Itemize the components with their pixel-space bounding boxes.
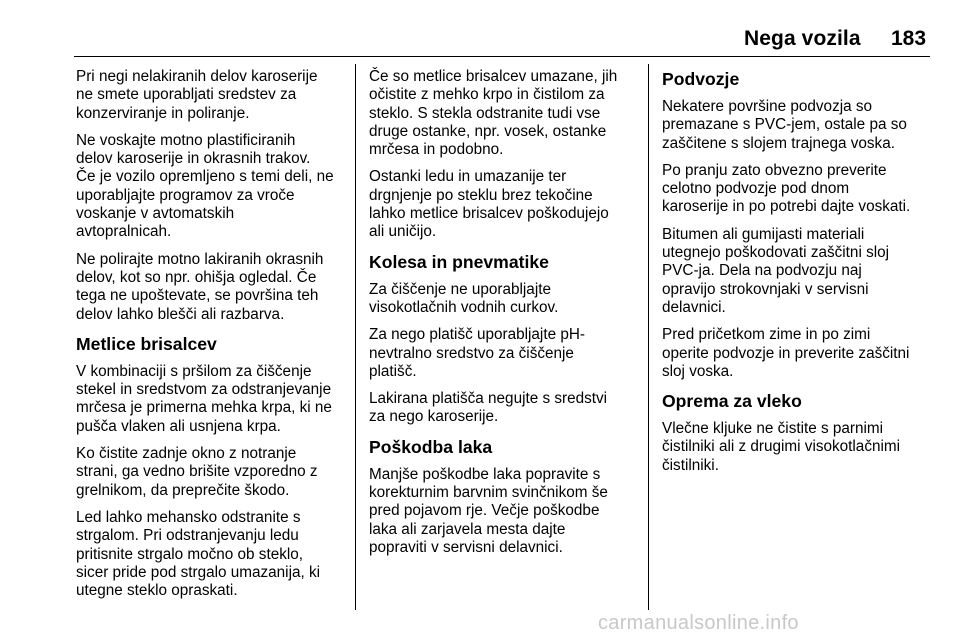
text-line: Pri negi nelakiranih delov karoserije: [76, 68, 318, 85]
section-heading: Podvozje: [662, 69, 740, 89]
text-line: platišč.: [369, 362, 417, 380]
watermark-text: carmanualsonline.info: [598, 612, 799, 634]
page-number: 183: [891, 27, 927, 50]
text-line: utegne steklo opraskati.: [76, 582, 238, 600]
text-line: visokotlačnih vodnih curkov.: [369, 298, 559, 316]
text-line: karoserije in po potrebi dajte voskati.: [662, 198, 911, 216]
text-line: utegnejo poškodovati zaščitni sloj: [662, 244, 890, 262]
text-line: Za nego platišč uporabljajte pH-: [369, 326, 585, 344]
text-line: delavnici.: [662, 298, 726, 316]
paragraph: [76, 132, 348, 242]
text-line: tega ne upoštevate, se površina teh: [76, 287, 319, 305]
text-line: strani, ga vedno brišite vzporedno z: [76, 463, 318, 481]
text-line: očistite z mehko krpo in čistilom za: [369, 86, 605, 104]
section-heading: Oprema za vleko: [662, 391, 802, 412]
text-line: drgnjenje po steklu brez tekočine: [369, 186, 593, 204]
text-line: celotno podvozje pod dnom: [662, 180, 850, 198]
paragraph: [369, 326, 635, 381]
text-line: opravijo strokovnjaki v servisni: [662, 280, 869, 298]
paragraph: [662, 326, 934, 381]
text-line: delov, kot so npr. ohišja ogledal. Če: [76, 268, 317, 286]
text-line: PVC-ja. Dela na podvozju naj: [662, 262, 862, 280]
text-line: Manjše poškodbe laka popravite s: [369, 465, 601, 483]
paragraph: [369, 390, 635, 427]
paragraph: [662, 420, 934, 475]
text-line: ne smete uporabljati sredstev za: [76, 86, 297, 104]
text-line: zaščitene s slojem trajnega voska.: [662, 134, 895, 152]
text-line: grelnikom, da preprečite škodo.: [76, 481, 290, 499]
text-line: Ne voskajte motno plastificiranih: [76, 131, 296, 149]
paragraph: [662, 98, 934, 153]
section-heading: Kolesa in pnevmatike: [369, 251, 549, 272]
text-line: premazane s PVC-jem, ostale pa so: [662, 116, 907, 134]
text-line: Vlečne kljuke ne čistite s parnimi: [662, 420, 884, 438]
text-line: popraviti v servisni delavnici.: [369, 538, 563, 556]
text-line: za nego karoserije.: [369, 408, 499, 426]
text-line: Lakirana platišča negujte s sredstvi: [369, 390, 608, 408]
text-line: pušča vlaken ali usnjena krpa.: [76, 417, 281, 435]
text-line: pritisnite strgalo močno ob steklo,: [76, 545, 304, 563]
text-line: konzerviranje in poliranje.: [76, 104, 250, 122]
page-header-section-title: Nega vozila: [744, 27, 861, 50]
paragraph: [76, 445, 348, 500]
text-line: mrčesa in podobno.: [369, 141, 504, 159]
text-line: voskanje v avtomatskih: [76, 205, 235, 223]
paragraph: [369, 168, 635, 241]
text-line: Nekatere površine podvozja so: [662, 98, 873, 115]
paragraph: [76, 251, 348, 324]
text-line: laka ali zarjavela mesta dajte: [369, 520, 566, 538]
text-line: Led lahko mehansko odstranite s: [76, 508, 301, 526]
paragraph: [76, 363, 348, 436]
text-line: mrčesa je primerna mehka krpa, ki ne: [76, 399, 332, 417]
text-line: Pred pričetkom zime in po zimi: [662, 326, 871, 344]
text-column-1: [76, 68, 348, 609]
text-line: stekel in sredstvom za odstranjevanje: [76, 381, 332, 399]
text-line: uporabljajte programov za vroče: [76, 186, 295, 204]
paragraph: [662, 226, 934, 317]
text-line: delov karoserije in okrasnih trakov.: [76, 150, 311, 168]
header-rule: [74, 56, 930, 57]
text-line: delov lahko blešči ali razbarva.: [76, 305, 285, 323]
text-line: korekturnim barvnim svinčnikom še: [369, 484, 608, 502]
text-column-3: [662, 68, 934, 484]
text-line: Za čiščenje ne uporabljajte: [369, 280, 551, 298]
text-line: V kombinaciji s pršilom za čiščenje: [76, 362, 312, 380]
column-divider-2: [648, 64, 649, 610]
text-line: ali uničijo.: [369, 223, 437, 241]
text-column-2: [369, 68, 635, 566]
text-line: Ne polirajte motno lakiranih okrasnih: [76, 250, 324, 268]
paragraph: [76, 68, 348, 123]
section-heading: Metlice brisalcev: [76, 333, 217, 354]
text-line: strgalom. Pri odstranjevanju ledu: [76, 527, 299, 545]
text-line: Bitumen ali gumijasti materiali: [662, 225, 865, 243]
text-line: Če so metlice brisalcev umazane, jih: [369, 68, 618, 85]
text-line: Ostanki ledu in umazanije ter: [369, 168, 567, 186]
text-line: sloj voska.: [662, 362, 734, 380]
text-line: čistilniki ali z drugimi visokotlačnimi: [662, 438, 901, 456]
section-heading: Poškodba laka: [369, 436, 493, 457]
paragraph: [76, 509, 348, 600]
text-line: nevtralno sredstvo za čiščenje: [369, 344, 574, 362]
paragraph: [369, 281, 635, 318]
paragraph: [369, 68, 635, 159]
column-divider-1: [355, 64, 356, 610]
text-line: sicer pride pod strgalo umazanija, ki: [76, 563, 321, 581]
text-line: druge ostanke, npr. vosek, ostanke: [369, 122, 607, 140]
paragraph: [662, 162, 934, 217]
paragraph: [369, 466, 635, 557]
text-line: čistilniki.: [662, 456, 719, 474]
text-line: Če je vozilo opremljeno s temi deli, ne: [76, 168, 334, 186]
text-line: pred pojavom rje. Večje poškodbe: [369, 502, 600, 520]
text-line: Ko čistite zadnje okno z notranje: [76, 445, 297, 463]
text-line: lahko metlice brisalcev poškodujejo: [369, 205, 609, 223]
text-line: operite podvozje in preverite zaščitni: [662, 344, 910, 362]
text-line: Po pranju zato obvezno preverite: [662, 161, 887, 179]
text-line: steklo. S stekla odstranite tudi vse: [369, 104, 601, 122]
text-line: avtopralnicah.: [76, 223, 172, 241]
